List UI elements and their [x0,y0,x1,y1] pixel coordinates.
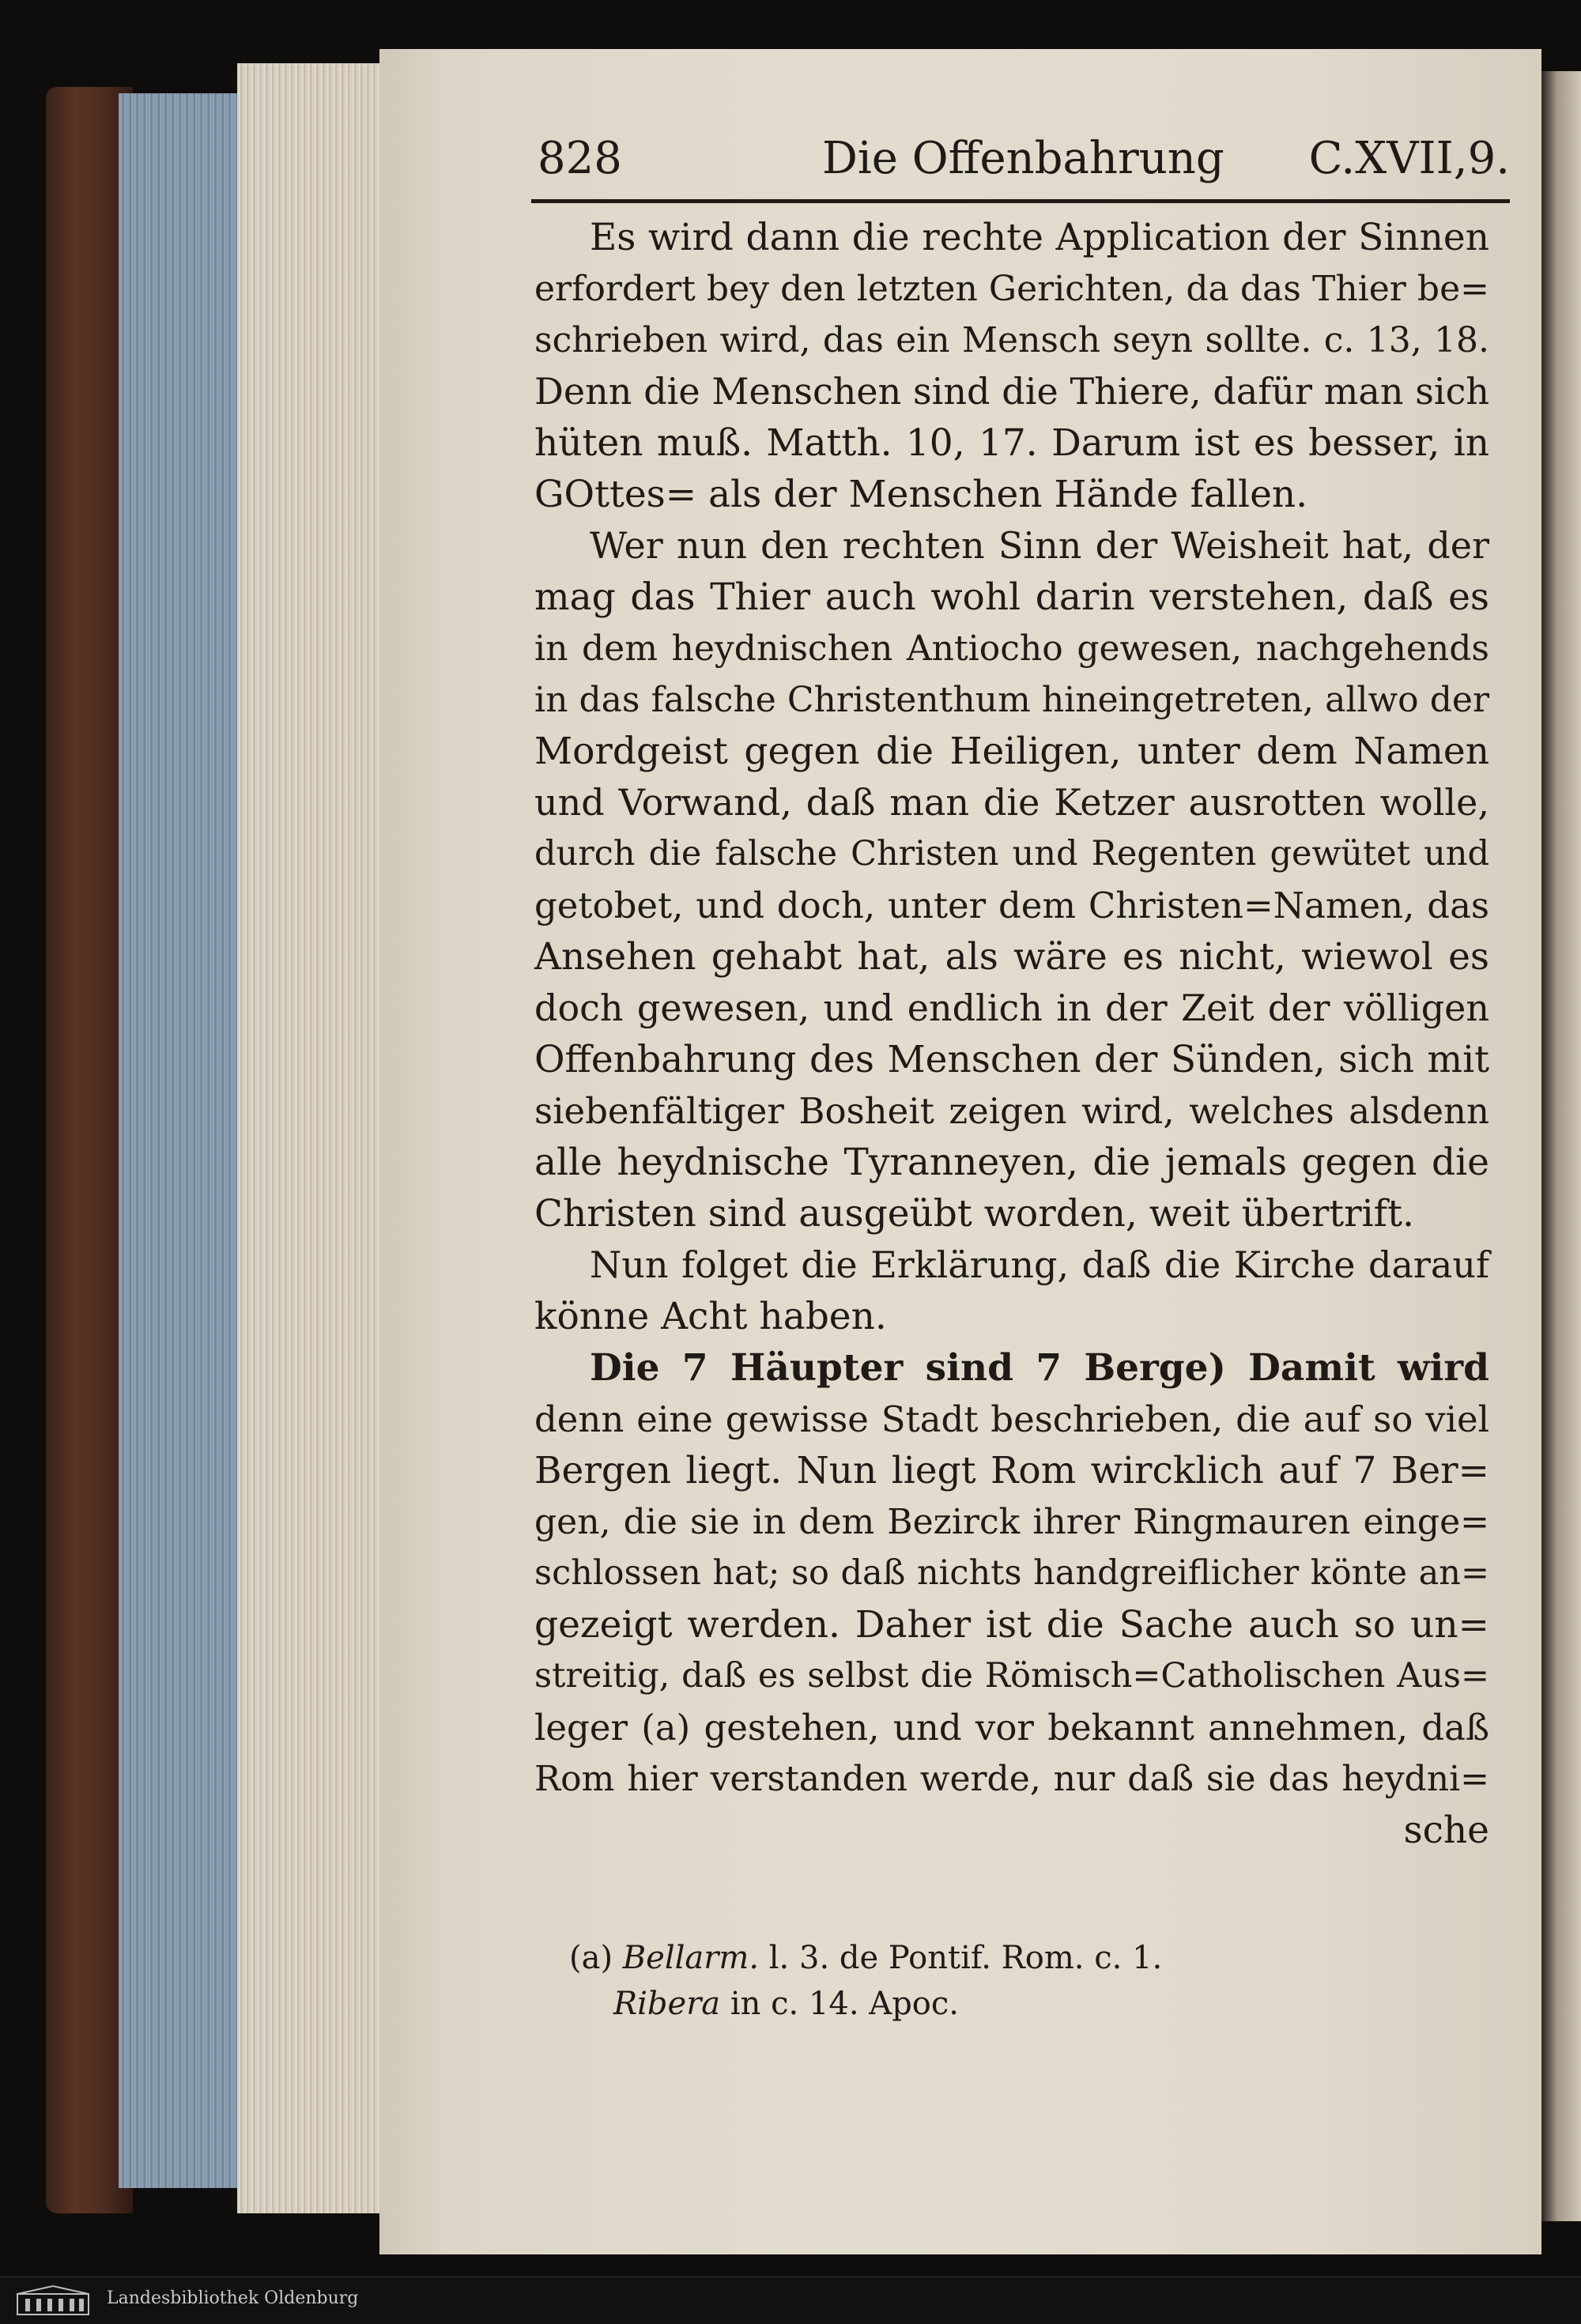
text-line: denn eine gewisse Stadt beschrieben, die auf so viel [534,1398,1489,1440]
running-title: Die Offenbahrung [822,133,1224,184]
body-text [534,212,1489,1856]
footnote-line [569,1935,1439,1981]
text-line: könne Acht haben. [534,1295,887,1338]
text-line: siebenfältiger Bosheit zeigen wird, welches alsdenn [534,1090,1489,1132]
footnote-line [569,1981,1439,2027]
footnote-citation: l. 3. de Pontif. Rom. c. 1. [768,1940,1163,1976]
text-line: erfordert bey den letzten Gerichten, da das Thier be= [534,269,1489,309]
footnote-author: Bellarm. [622,1940,760,1976]
catchword: sche [1403,1809,1489,1852]
text-line: gezeigt werden. Daher ist die Sache auch so un= [534,1603,1489,1647]
text-line: doch gewesen, und endlich in der Zeit der völligen [534,987,1489,1029]
text-line: getobet, und doch, unter dem Christen=Namen, das [534,885,1489,926]
text-line: Nun folget die Erklärung, daß die Kirche darauf [590,1243,1489,1286]
text-line: GOttes= als der Menschen Hände fallen. [534,473,1308,516]
text-line-heading: Die 7 Häupter sind 7 Berge) Damit wird [590,1346,1489,1390]
library-footer [0,2277,1581,2324]
text-line: schlossen hat; so daß nichts handgreiflicher könte an= [534,1553,1489,1593]
text-line: durch die falsche Christen und Regenten gewütet und [534,834,1489,873]
text-line: Bergen liegt. Nun liegt Rom wircklich auf 7 Ber= [534,1449,1489,1492]
text-line: streitig, daß es selbst die Römisch=Catholischen Aus= [534,1656,1489,1696]
text-line: und Vorwand, daß man die Ketzer ausrotten wolle, [534,781,1489,824]
text-line: Christen sind ausgeübt worden, weit übertrift. [534,1192,1414,1236]
text-line: Offenbahrung des Menschen der Sünden, sich mit [534,1038,1489,1081]
chapter-reference: C.XVII,9. [1308,133,1510,184]
text-line: Ansehen gehabt hat, als wäre es nicht, wiewol es [534,935,1489,979]
library-building-icon [16,2284,90,2316]
footnote-citation: in c. 14. Apoc. [730,1986,959,2022]
page-block-edge [119,93,237,2188]
text-line: Denn die Menschen sind die Thiere, dafür man sich [534,370,1489,413]
text-line: in das falsche Christenthum hineingetreten, allwo der [534,680,1489,720]
text-line: schrieben wird, das ein Mensch seyn sollte. c. 13, 18. [534,320,1489,360]
text-line: Es wird dann die rechte Application der Sinnen [590,216,1489,259]
text-line: in dem heydnischen Antiocho gewesen, nachgehends [534,628,1489,669]
footnote-author: Ribera [613,1986,721,2022]
header-rule [531,199,1510,203]
text-line: Wer nun den rechten Sinn der Weisheit hat, der [590,524,1489,567]
text-line: Rom hier verstanden werde, nur daß sie das heydni= [534,1759,1489,1799]
page-number: 828 [538,133,622,184]
facing-page-edge [1541,71,1581,2221]
library-name: Landesbibliothek Oldenburg [107,2288,359,2308]
text-line: leger (a) gestehen, und vor bekannt annehmen, daß [534,1707,1489,1749]
page-stack [237,63,395,2213]
text-line: alle heydnische Tyranneyen, die jemals gegen die [534,1141,1489,1184]
text-line: mag das Thier auch wohl darin verstehen, daß es [534,575,1489,619]
text-line: hüten muß. Matth. 10, 17. Darum ist es besser, in [534,421,1489,465]
text-line: gen, die sie in dem Bezirck ihrer Ringmauren einge= [534,1502,1489,1542]
footnote [569,1935,1439,2027]
text-line: Mordgeist gegen die Heiligen, unter dem Namen [534,730,1489,773]
page-header [538,133,1510,196]
footnote-mark: (a) [569,1940,613,1976]
